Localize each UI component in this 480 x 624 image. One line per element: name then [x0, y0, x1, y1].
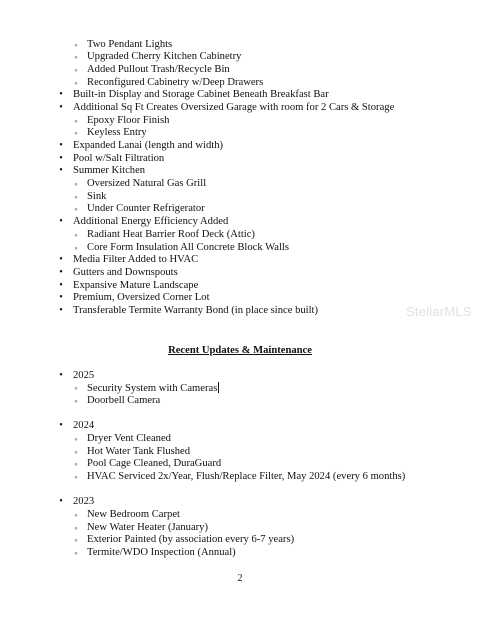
bullet-icon: •	[59, 254, 63, 266]
bullet-icon: •	[59, 420, 63, 432]
sub-bullet-icon: ◦	[74, 52, 78, 63]
sub-bullet-icon: ◦	[74, 39, 78, 50]
sub-list-item-text: Core Form Insulation All Concrete Block Walls	[87, 241, 289, 253]
sub-list-item-text: Upgraded Cherry Kitchen Cabinetry	[87, 51, 242, 63]
bullet-icon: •	[59, 152, 63, 164]
sub-bullet-icon: ◦	[74, 548, 78, 559]
list-item	[0, 89, 480, 102]
sub-bullet-icon: ◦	[74, 64, 78, 75]
sub-list-item	[0, 242, 480, 255]
sub-list-item-text: Dryer Vent Cleaned	[87, 432, 171, 444]
list-item-text: Premium, Oversized Corner Lot	[73, 292, 210, 304]
bullet-icon: •	[59, 165, 63, 177]
sub-bullet-icon: ◦	[74, 535, 78, 546]
sub-bullet-icon: ◦	[74, 433, 78, 444]
sub-bullet-icon: ◦	[74, 229, 78, 240]
features-list	[0, 39, 480, 318]
sub-list-item	[0, 115, 480, 128]
sub-bullet-icon: ◦	[74, 395, 78, 406]
list-item-text: Summer Kitchen	[73, 165, 146, 177]
sub-bullet-icon: ◦	[74, 179, 78, 190]
bullet-icon: •	[59, 292, 63, 304]
sub-bullet-icon: ◦	[74, 204, 78, 215]
sub-list-item	[0, 77, 480, 90]
sub-list-item-text: Pool Cage Cleaned, DuraGuard	[87, 458, 222, 470]
sub-list-item	[0, 229, 480, 242]
sub-list-item-text: Security System with Cameras	[87, 383, 218, 395]
update-item	[0, 458, 480, 471]
list-item	[0, 165, 480, 178]
list-item-text: Additional Energy Efficiency Added	[73, 216, 229, 228]
update-item	[0, 446, 480, 459]
sub-bullet-icon: ◦	[74, 128, 78, 139]
bullet-icon: •	[59, 304, 63, 316]
list-item	[0, 102, 480, 115]
sub-list-item-text: Termite/WDO Inspection (Annual)	[87, 547, 236, 559]
sub-bullet-icon: ◦	[74, 383, 78, 394]
update-item	[0, 509, 480, 522]
list-item-text: Additional Sq Ft Creates Oversized Garage with room for 2 Cars & Storage	[73, 101, 395, 113]
list-item-text: 2025	[73, 369, 95, 381]
bullet-icon: •	[59, 496, 63, 508]
update-item	[0, 547, 480, 560]
sub-list-item-text: Added Pullout Trash/Recycle Bin	[87, 63, 230, 75]
sub-bullet-icon: ◦	[74, 459, 78, 470]
page-number: 2	[237, 573, 243, 584]
update-item	[0, 522, 480, 535]
list-item-text: 2023	[73, 496, 95, 508]
sub-list-item	[0, 203, 480, 216]
year-item	[0, 496, 480, 509]
sub-list-item	[0, 39, 480, 52]
update-item	[0, 382, 480, 395]
sub-list-item-text: Radiant Heat Barrier Roof Deck (Attic)	[87, 228, 255, 240]
sub-bullet-icon: ◦	[74, 77, 78, 88]
sub-list-item-text: New Bedroom Carpet	[87, 509, 180, 521]
list-item-text: 2024	[73, 420, 95, 432]
list-item	[0, 140, 480, 153]
list-item-text: Gutters and Downspouts	[73, 266, 178, 278]
sub-list-item-text: Keyless Entry	[87, 127, 147, 139]
list-item	[0, 280, 480, 293]
sub-bullet-icon: ◦	[74, 446, 78, 457]
list-item-text: Pool w/Salt Filtration	[73, 152, 165, 164]
sub-bullet-icon: ◦	[74, 510, 78, 521]
sub-bullet-icon: ◦	[74, 472, 78, 482]
list-item	[0, 216, 480, 229]
sub-list-item-text: New Water Heater (January)	[87, 521, 209, 533]
bullet-icon: •	[59, 101, 63, 113]
sub-list-item-text: Under Counter Refrigerator	[87, 203, 205, 215]
list-item-text: Expanded Lanai (length and width)	[73, 140, 224, 151]
year-item	[0, 420, 480, 433]
update-item	[0, 395, 480, 408]
section-heading: Recent Updates & Maintenance	[168, 345, 312, 356]
list-item-text: Transferable Termite Warranty Bond (in place since built)	[73, 304, 319, 316]
bullet-icon: •	[59, 89, 63, 101]
sub-list-item-text: Exterior Painted (by association every 6-7 years)	[87, 534, 295, 546]
year-item	[0, 370, 480, 383]
sub-list-item	[0, 178, 480, 191]
sub-list-item	[0, 127, 480, 140]
sub-list-item-text: Oversized Natural Gas Grill	[87, 178, 207, 190]
text-cursor	[218, 382, 219, 393]
list-item-text: Built-in Display and Storage Cabinet Beneath Breakfast Bar	[73, 89, 329, 101]
sub-list-item	[0, 191, 480, 204]
sub-list-item	[0, 51, 480, 64]
list-item	[0, 267, 480, 280]
bullet-icon: •	[59, 279, 63, 291]
sub-bullet-icon: ◦	[74, 191, 78, 202]
sub-list-item-text: Sink	[87, 190, 107, 202]
list-item-text: Media Filter Added to HVAC	[73, 254, 199, 266]
sub-list-item-text: Epoxy Floor Finish	[87, 114, 170, 126]
sub-list-item-text: HVAC Serviced 2x/Year, Flush/Replace Filter, May 2024 (every 6 months)	[87, 471, 406, 482]
bullet-icon: •	[59, 266, 63, 278]
sub-bullet-icon: ◦	[74, 115, 78, 126]
bullet-icon: •	[59, 216, 63, 228]
update-item	[0, 433, 480, 446]
sub-list-item	[0, 64, 480, 77]
sub-bullet-icon: ◦	[74, 242, 78, 253]
watermark: StellarMLS	[406, 304, 472, 319]
bullet-icon: •	[59, 140, 63, 151]
list-item-text: Expansive Mature Landscape	[73, 279, 199, 291]
update-item	[0, 471, 480, 484]
bullet-icon: •	[59, 369, 63, 381]
update-item	[0, 534, 480, 547]
list-item	[0, 153, 480, 166]
sub-list-item-text: Two Pendant Lights	[87, 38, 173, 50]
updates-list	[0, 370, 480, 560]
sub-list-item-text: Hot Water Tank Flushed	[87, 445, 191, 457]
sub-list-item-text: Doorbell Camera	[87, 394, 161, 406]
sub-bullet-icon: ◦	[74, 522, 78, 533]
list-item	[0, 254, 480, 267]
sub-list-item-text: Reconfigured Cabinetry w/Deep Drawers	[87, 76, 264, 88]
